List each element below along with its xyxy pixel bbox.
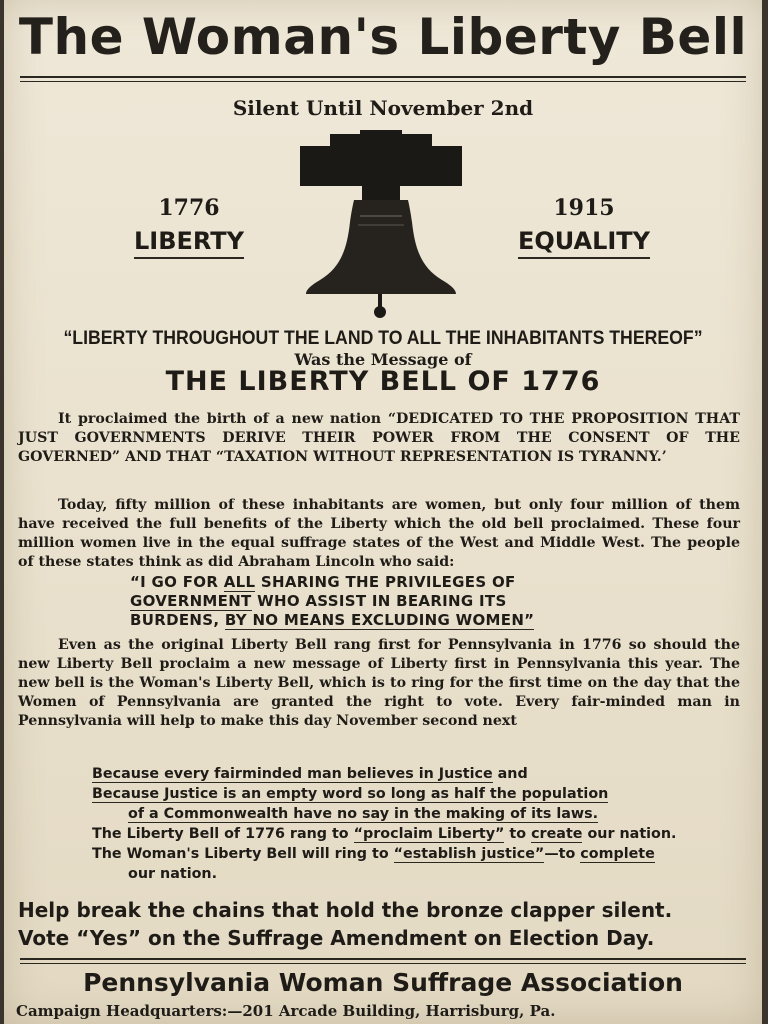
headquarters-line: Campaign Headquarters:—201 Arcade Building, Harrisburg, Pa. — [16, 1002, 556, 1020]
lincoln-line-1b: SHARING THE PRIVILEGES OF — [260, 573, 516, 591]
bell-line-2a: The Woman's Liberty Bell will ring to — [92, 846, 394, 862]
because-line-3: of a Commonwealth have no say in the making of its laws. — [128, 806, 599, 822]
liberty-bell-icon — [300, 130, 462, 320]
bell-line-1-create: create — [531, 826, 583, 842]
because-line-2: Because Justice is an empty word so long as half the population — [92, 786, 609, 802]
title-rule — [20, 76, 746, 78]
call-to-action — [18, 896, 748, 952]
title-rule-thin — [20, 81, 746, 82]
poster-title: The Woman's Liberty Bell — [18, 8, 748, 66]
bell-line-2-complete: complete — [580, 846, 655, 862]
paragraph-even-text: Even as the original Liberty Bell rang first for Pennsylvania in 1776 so should the new Liberty Bell proclaim a new message of Liberty first in Pennsylvania this year. The new bell is the Woman's Liberty Bell, which is to ring for the first time on the day that the Women of Pennsylvania are granted the right to vote. Every fair-minded man in Pennsylvania will help to make this day November second next — [18, 637, 740, 729]
paragraph-today — [18, 496, 740, 572]
lincoln-all: ALL — [223, 573, 256, 591]
subtitle: Silent Until November 2nd — [232, 96, 534, 120]
suffrage-poster — [4, 0, 762, 1024]
bell-line-2-establish: “establish justice” — [393, 846, 545, 862]
paragraph-proclaimed-text: It proclaimed the birth of a new nation “DEDICATED TO THE PROPOSITION THAT JUST GOVERNMENTS DERIVE THEIR POWER FROM THE CONSENT OF THE GOVERNED” AND THAT “TAXATION WITHOUT REPRESENTATION IS TYRANNY.’ — [18, 411, 740, 465]
footer-rule-thin — [20, 963, 746, 964]
lincoln-quote — [130, 573, 650, 630]
right-word: EQUALITY — [518, 227, 650, 259]
because-line-1-and: and — [492, 766, 528, 782]
lincoln-line-1: “I GO FOR — [130, 573, 219, 591]
association-name: Pennsylvania Woman Suffrage Association — [83, 968, 683, 997]
bell-line-1-proclaim: “proclaim Liberty” — [353, 826, 505, 842]
liberty-quote: “LIBERTY THROUGHOUT THE LAND TO ALL THE INHABITANTS THEREOF” — [63, 328, 703, 349]
paragraph-today-text: Today, fifty million of these inhabitants are women, but only four million of them have received the full benefits of the Liberty which the old bell proclaimed. These four million women live in the equal suffrage states of the West and Middle West. The people of these states think as did Abraham Lincoln who said: — [18, 497, 740, 570]
lincoln-excluding: BY NO MEANS EXCLUDING WOMEN” — [224, 611, 535, 629]
right-year: 1915 — [553, 195, 615, 221]
bell-line-1c: to — [504, 826, 532, 842]
lincoln-government: GOVERNMENT — [130, 592, 252, 610]
paragraph-proclaimed — [18, 410, 740, 467]
lincoln-line-2: WHO ASSIST IN BEARING ITS — [257, 592, 507, 610]
because-line-1: Because every fairminded man believes in Justice — [92, 766, 493, 782]
message-line: Was the Message of — [294, 350, 472, 369]
left-year: 1776 — [158, 195, 220, 221]
because-block — [92, 764, 742, 884]
left-year-block — [114, 195, 264, 259]
bell-line-3: our nation. — [128, 866, 218, 882]
right-year-block — [504, 195, 664, 259]
headline: THE LIBERTY BELL OF 1776 — [165, 366, 601, 397]
footer-rule — [20, 958, 746, 960]
bell-line-1a: The Liberty Bell of 1776 rang to — [92, 826, 354, 842]
lincoln-burdens: BURDENS, — [130, 611, 220, 629]
left-word: LIBERTY — [134, 227, 244, 259]
bell-line-1e: our nation. — [582, 826, 677, 842]
cta-line-1: Help break the chains that hold the bronze clapper silent. — [18, 898, 673, 922]
paragraph-even — [18, 636, 740, 731]
bell-line-2c: —to — [544, 846, 581, 862]
cta-line-2: Vote “Yes” on the Suffrage Amendment on Election Day. — [18, 926, 655, 950]
